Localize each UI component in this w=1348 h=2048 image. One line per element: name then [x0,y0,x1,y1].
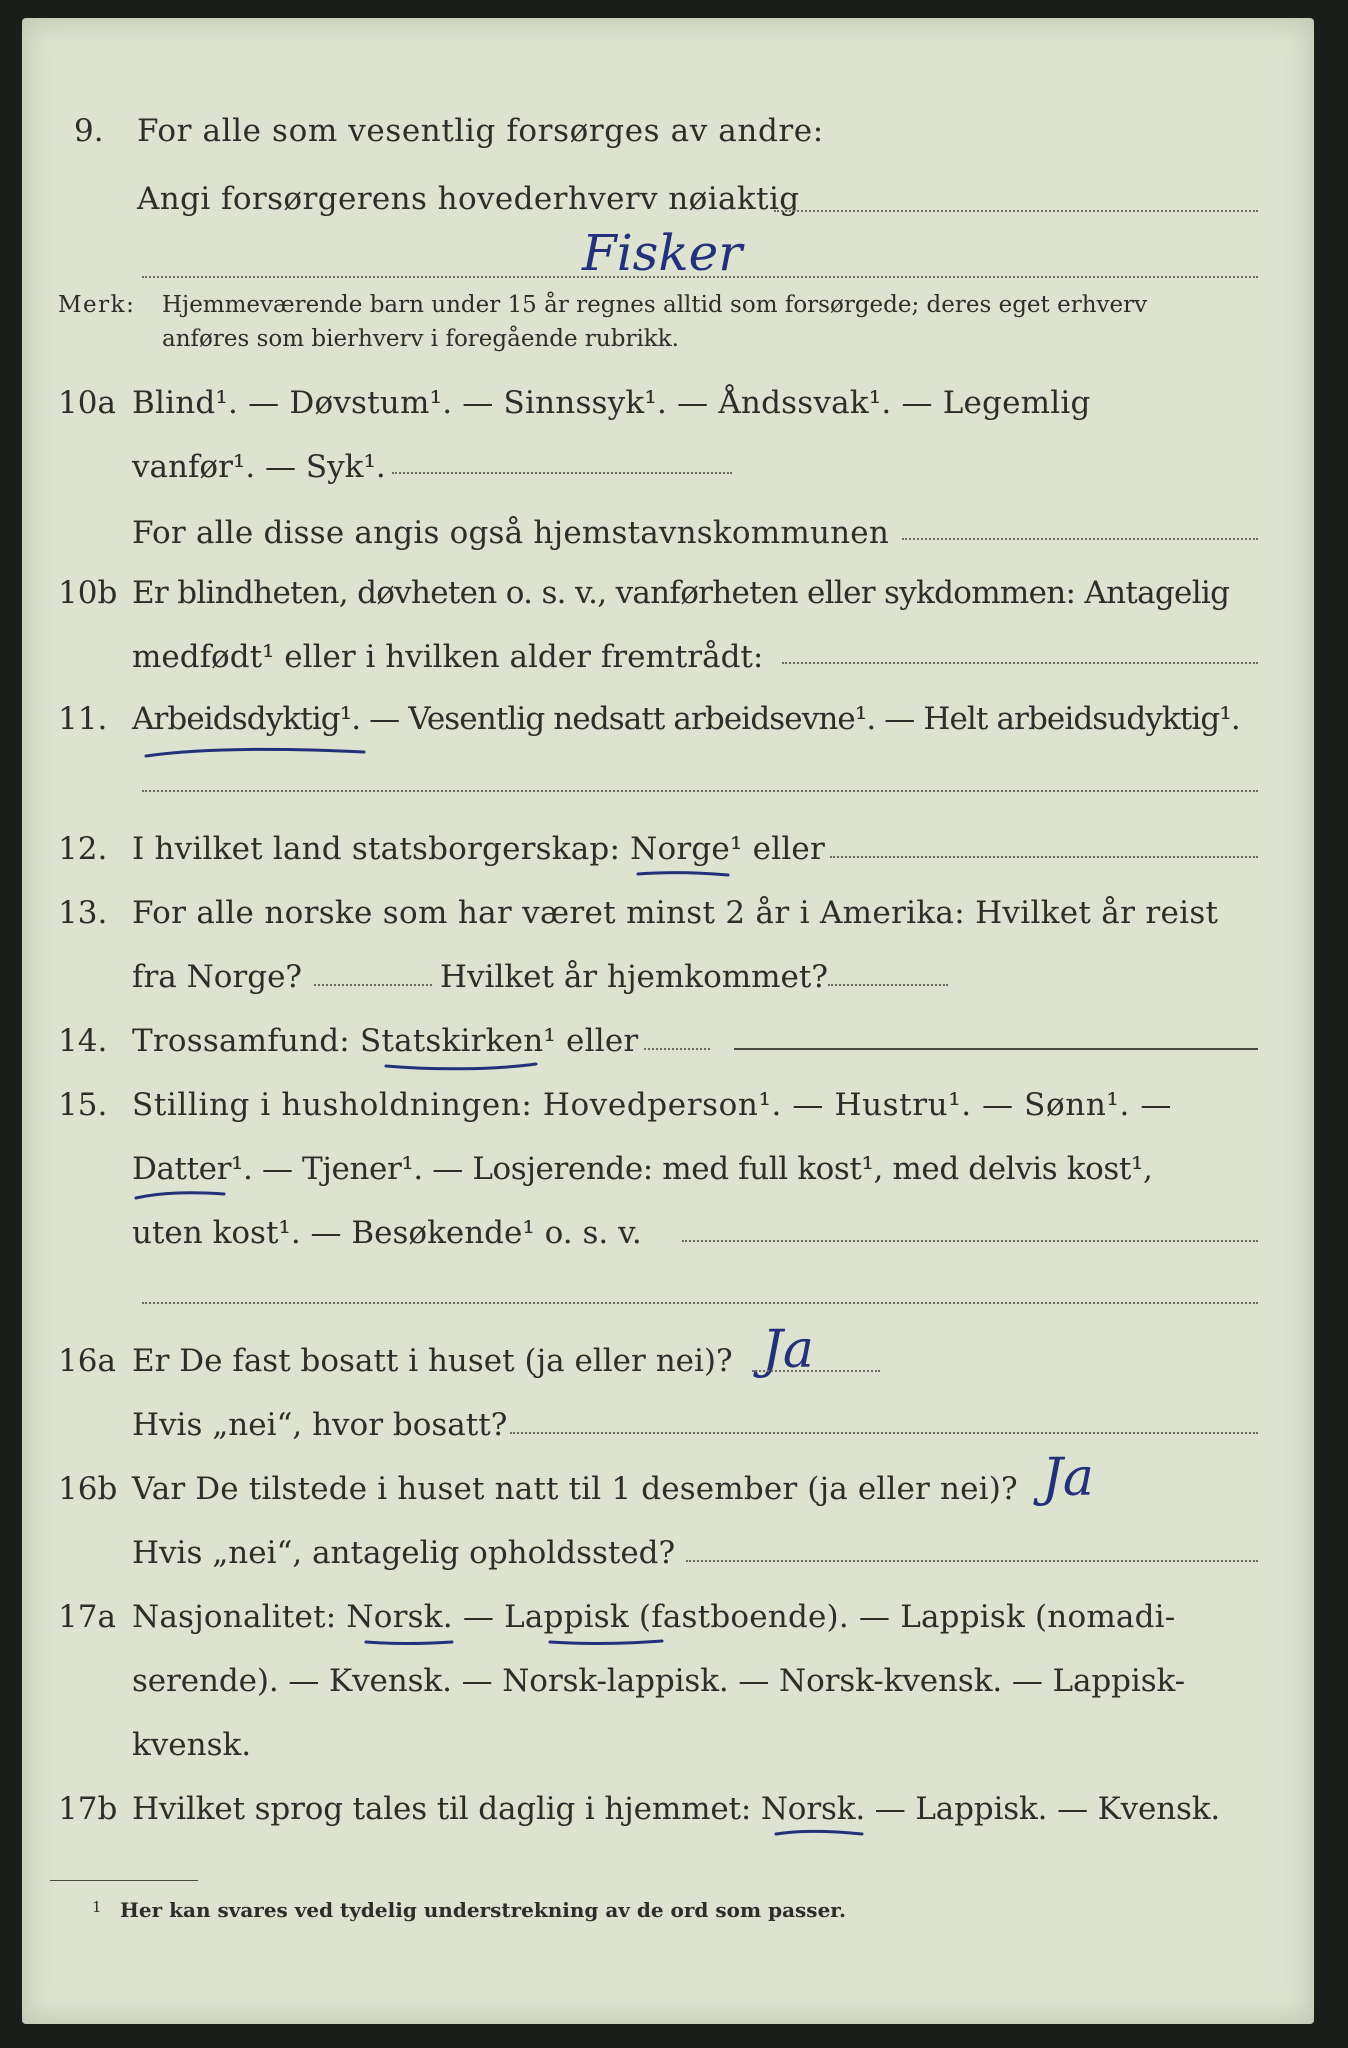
q10a-answer-line [392,472,732,474]
q16b-number: 16b [58,1471,118,1507]
q13-line1: For alle norske som har været minst 2 år i Amerika: Hvilket år reist [132,895,1219,931]
q13-number: 13. [58,895,108,931]
q15-line1: Stilling i husholdningen: Hovedperson¹. — Hustru¹. — Sønn¹. — [132,1087,1172,1123]
q15-pen-underline [132,1186,232,1206]
merk-label: Merk: [58,292,136,318]
q15-answer-line [682,1240,1258,1242]
q13-reist-line [314,984,432,986]
q16a-number: 16a [58,1343,116,1379]
q9-handwritten-answer: Fisker [582,224,743,282]
q16b-line1: Var De tilstede i huset natt til 1 desember (ja eller nei)? [132,1471,1018,1507]
q10a-line3: For alle disse angis også hjemstavnskommunen [132,515,889,551]
q16a-line1: Er De fast bosatt i huset (ja eller nei)? [132,1343,733,1379]
q9-answer-line [774,210,1258,212]
q13-hjemkommet-line [828,984,948,986]
merk-line2: anføres som bierhverv i foregående rubrikk. [162,326,679,352]
q14-pen-underline [382,1058,542,1076]
q13-line2a: fra Norge? [132,959,303,995]
q11-line1: Arbeidsdyktig¹. — Vesentlig nedsatt arbeidsevne¹. — Helt arbeidsudyktig¹. [132,701,1240,737]
q17b-number: 17b [58,1791,118,1827]
q11-answer-line [142,790,1258,792]
q13-line2b: Hvilket år hjemkommet? [440,959,828,995]
q16a-handwritten-answer: Ja [762,1320,814,1380]
q15-line3: uten kost¹. — Besøkende¹ o. s. v. [132,1215,642,1251]
q17a-line1: Nasjonalitet: Norsk. — Lappisk (fastboende). — Lappisk (nomadi- [132,1599,1176,1635]
census-form-page [22,18,1314,2024]
q14-line1: Trossamfund: Statskirken¹ eller [132,1023,639,1059]
merk-line1: Hjemmeværende barn under 15 år regnes alltid som forsørgede; deres eget erhverv [162,292,1148,318]
q12-line1: I hvilket land statsborgerskap: Norge¹ eller [132,831,825,867]
q10a-line2: vanfør¹. — Syk¹. [132,449,386,485]
q15-answer-line2 [142,1302,1258,1304]
q16a-bosatt-line [510,1432,1258,1434]
q16b-line2: Hvis „nei“, antagelig opholdssted? [132,1535,676,1571]
q10a-number: 10a [58,385,116,421]
q10a-hjemstavn-line [902,538,1258,540]
q9-line2: Angi forsørgerens hovederhverv nøiaktig [137,181,800,217]
q16b-handwritten-answer: Ja [1042,1448,1094,1508]
q10b-number: 10b [58,575,118,611]
q17b-line1: Hvilket sprog tales til daglig i hjemmet: Norsk. — Lappisk. — Kvensk. [132,1791,1221,1827]
q17a-pen-underlines [362,1634,682,1652]
q15-number: 15. [58,1087,108,1123]
q10b-line1: Er blindheten, døvheten o. s. v., vanførheten eller sykdommen: Antagelig [132,575,1230,611]
q9-number: 9. [74,113,104,149]
q12-number: 12. [58,831,108,867]
q12-answer-line [830,856,1258,858]
footnote-rule [50,1880,198,1881]
q11-pen-underline [142,740,372,764]
q11-number: 11. [58,701,108,737]
q14-answer-line [644,1048,710,1050]
q10b-line2: medfødt¹ eller i hvilken alder fremtrådt: [132,639,764,675]
q16a-answer-line [752,1370,880,1372]
q9-line1: For alle som vesentlig forsørges av andre: [137,113,824,149]
q16b-opholdssted-line [686,1560,1258,1562]
q17a-number: 17a [58,1599,116,1635]
q14-number: 14. [58,1023,108,1059]
footnote-text: Her kan svares ved tydelig understrekning av de ord som passer. [120,1898,846,1922]
q10a-line1: Blind¹. — Døvstum¹. — Sinnssyk¹. — Åndssvak¹. — Legemlig [132,385,1091,421]
q17a-line2: serende). — Kvensk. — Norsk-lappisk. — Norsk-kvensk. — Lappisk- [132,1663,1186,1699]
q17b-pen-underline [772,1826,872,1842]
q15-line2: Datter¹. — Tjener¹. — Losjerende: med full kost¹, med delvis kost¹, [132,1151,1153,1187]
q12-pen-underline [634,866,734,882]
q16a-line2: Hvis „nei“, hvor bosatt? [132,1407,508,1443]
q14-answer-line-solid [734,1048,1258,1050]
q10b-answer-line [782,662,1258,664]
footnote-mark: 1 [92,1898,102,1916]
q9-answer-line2 [142,276,1258,278]
q17a-line3: kvensk. [132,1727,252,1763]
